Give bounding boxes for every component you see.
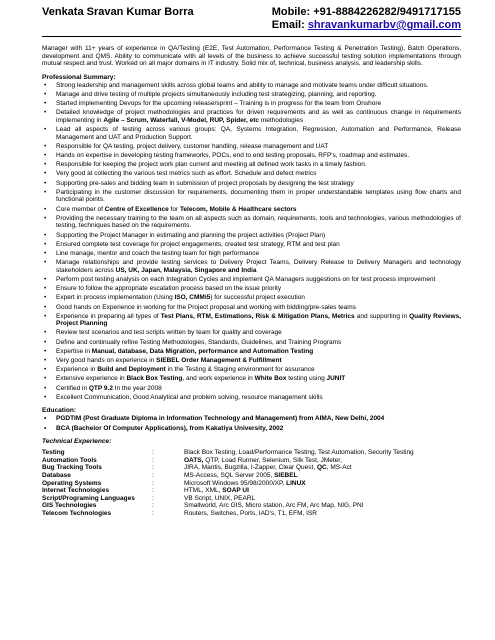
separator-colon: : <box>152 464 154 472</box>
bullet-icon: • <box>44 384 47 392</box>
summary-bullet-item <box>42 109 461 124</box>
bullet-icon: • <box>44 231 47 239</box>
summary-bullet-item <box>42 232 461 240</box>
text-run: Started implementing Devops for the upcoming release/sprint – Training is in progress for the team from Onshore <box>56 100 382 108</box>
separator-colon: : <box>152 509 154 517</box>
bullet-icon: • <box>44 240 47 248</box>
bold-text: LINUX <box>286 479 306 487</box>
bullet-icon: • <box>44 285 47 293</box>
text-run: Define and continually refine Testing Methodologies, Standards, Guidelines, and Training Programs <box>56 338 342 346</box>
bold-text: OATS, <box>184 456 206 464</box>
text-run: , MS-Act <box>326 464 352 472</box>
technical-category: Bug Tracking Tools <box>42 464 102 472</box>
technical-row <box>42 510 414 518</box>
technical-row <box>42 457 414 465</box>
summary-bullet-item <box>42 366 461 374</box>
text-run: In the year 2008 <box>112 384 162 392</box>
summary-bullet-item <box>42 304 461 312</box>
education-heading: Education: <box>42 407 77 415</box>
text-run: Detailed knowledge of project methodologies and practices for driven requirements and as well as continuous change in requirements implementing in <box>56 109 461 124</box>
bold-text: ISO, CMMi5 <box>174 294 211 302</box>
summary-bullet-item <box>42 161 461 169</box>
bullet-icon: • <box>44 357 47 365</box>
text-run: Extensive experience in <box>56 375 127 383</box>
text-run: Excellent Communication, Good Analytical and problem solving, resource management skills <box>56 393 323 401</box>
technical-experience-heading: Technical Experience: <box>42 438 112 446</box>
text-run: for <box>168 205 180 213</box>
text-run: Strong leadership and management skills across global teams and ability to manage and motivate teams under difficult situations. <box>56 81 429 89</box>
bullet-icon: • <box>44 100 47 108</box>
text-run: MS-Access, SQL Server 2005, <box>184 471 275 479</box>
summary-bullet-item <box>42 189 461 204</box>
summary-bullet-item <box>42 339 461 347</box>
bullet-icon: • <box>44 366 47 374</box>
summary-bullet-item <box>42 348 461 356</box>
bullet-icon: • <box>44 338 47 346</box>
text-run: Hands on expertise in developing testing frameworks, POCs, end to end testing proposals, RFP's, roadmap and estimates. <box>56 152 410 160</box>
text-run: Expertise in <box>56 347 92 355</box>
summary-bullet-item <box>42 100 461 108</box>
text-run: methodologies <box>259 116 304 124</box>
technical-value <box>184 495 414 503</box>
text-run: , and work experience in <box>182 375 255 383</box>
bullet-icon: • <box>44 90 47 98</box>
resume-header <box>42 0 461 34</box>
text-run: Good hands on Experience in working for the Project proposal and working with bidding/pre-sales teams <box>56 303 356 311</box>
technical-row <box>42 495 414 503</box>
text-run: Experience in preparing all types of <box>56 312 161 320</box>
text-run: Black Box Testing, Load/Performance Testing, Test Automation, Security Testing <box>184 449 414 457</box>
summary-bullet-item <box>42 276 461 284</box>
bullet-icon: • <box>44 81 47 89</box>
summary-bullet-item <box>42 259 461 274</box>
email-link[interactable]: shravankumarbv@gmail.com <box>307 19 461 31</box>
text-run: Very good hands on experience in <box>56 357 157 365</box>
text-run: Experience in <box>56 366 98 374</box>
summary-bullet-item <box>42 313 461 328</box>
technical-row <box>42 487 414 495</box>
text-run: JIRA, Mantis, Bugzilla, I-Zapper, Clear Quest, <box>184 464 317 472</box>
separator-colon: : <box>152 502 154 510</box>
technical-category: Operating Systems <box>42 479 102 487</box>
text-run: testing using <box>286 375 327 383</box>
bullet-icon: • <box>44 303 47 311</box>
bullet-icon: • <box>44 142 47 150</box>
text-run: and supporting in <box>354 312 410 320</box>
text-run: VB Script, UNIX, PEARL <box>184 494 256 502</box>
text-run: Supporting pre-sales and bidding team in submission of project proposals by designing the test strategy <box>56 179 354 187</box>
bullet-icon: • <box>44 424 47 432</box>
text-run: Expert in process implementation (Using <box>56 294 175 302</box>
technical-category: GIS Technologies <box>42 502 97 510</box>
education-text: BCA (Bachelor Of Computer Applications), from Kakatiya University, 2002 <box>56 424 284 432</box>
summary-bullet-item <box>42 206 461 214</box>
text-run: Smallworld, Arc GIS, Micro station, Arc FM, Arc Map, NIG, PNI <box>184 502 364 510</box>
summary-bullet-item <box>42 143 461 151</box>
text-run: ) for successful project execution <box>210 294 305 302</box>
technical-category: Internet Technologies <box>42 487 110 495</box>
technical-value <box>184 449 414 457</box>
summary-bullet-item <box>42 250 461 258</box>
bullet-icon: • <box>44 188 47 196</box>
bullet-icon: • <box>44 126 47 134</box>
text-run: Responsible for QA testing, project delivery, customer handling, release management and UAT <box>56 142 329 150</box>
bold-text: SIEBEL <box>274 471 298 479</box>
education-list <box>42 415 461 432</box>
summary-bullet-item <box>42 375 461 383</box>
bold-text: US, UK, Japan, Malaysia, Singapore and India <box>115 266 257 274</box>
technical-category: Script/Programing Languages <box>42 494 135 502</box>
technical-experience-table <box>42 449 414 517</box>
bullet-icon: • <box>44 109 47 117</box>
separator-colon: : <box>152 487 154 495</box>
text-run: QTP, Load Runner, Selenium, Silk Test, JMeter, <box>205 456 342 464</box>
text-run: Supporting the Project Manager in estimating and planning the project activities (Project Plan) <box>56 231 326 239</box>
bullet-icon: • <box>44 393 47 401</box>
text-run: Perform post testing analysis on each Integration Cycles and implement QA Managers suggestions on for test process improvement <box>56 275 436 283</box>
bullet-icon: • <box>44 259 47 267</box>
text-run: Very good at collecting the various test metrics such as effort. Schedule and defect metrics <box>56 170 317 178</box>
text-run: Lead all aspects of testing across various groups: QA, Systems Integration, Regression, Automation and Performance, Release Management and UAT and Production Support. <box>56 126 461 141</box>
bullet-icon: • <box>44 179 47 187</box>
bullet-icon: • <box>44 294 47 302</box>
bullet-icon: • <box>44 329 47 337</box>
email-label: Email: <box>271 19 308 31</box>
text-run: Certified in <box>56 384 89 392</box>
professional-summary-heading: Professional Summary: <box>42 73 116 81</box>
bullet-icon: • <box>44 347 47 355</box>
summary-bullet-item <box>42 285 461 293</box>
summary-bullet-item <box>42 152 461 160</box>
text-run: Review test scenarios and test scripts written by team for quality and coverage <box>56 329 282 337</box>
technical-row <box>42 480 414 488</box>
bold-text: JUNIT <box>326 375 346 383</box>
text-run: Line manage, mentor and coach the testing team for high performance <box>56 249 260 257</box>
technical-category: Database <box>42 471 71 479</box>
text-run: Responsible for keeping the project work plan current and meeting all defined work tasks in a timely fashion. <box>56 161 367 169</box>
bullet-icon: • <box>44 152 47 160</box>
bold-text: QC <box>316 464 327 472</box>
summary-bullet-item <box>42 241 461 249</box>
bold-text: QTP 9.2 <box>88 384 113 392</box>
technical-value <box>184 464 414 472</box>
summary-paragraph: Manager with 11+ years of experience in QA/Testing (E2E, Test Automation, Performance Testing & Penetration Testing), Batch Operations, development and QMS. Ability to communicate with all levels of the business to achieve successful testing solution implementations through mutual respect and trust. Worked on all major domains in IT industry. Solid mix of, technical, business analysis, and leadership skills. <box>42 45 461 68</box>
text-run: Participating in the customer discussion for requirements, documenting them in proper understandable templates using flow charts and functional points. <box>56 188 461 204</box>
text-run: Core member of <box>56 205 105 213</box>
summary-bullet-item <box>42 126 461 141</box>
bold-text: SIEBEL Order Management & Fulfillment <box>156 357 282 365</box>
education-item <box>42 425 461 433</box>
technical-value <box>184 472 414 480</box>
bullet-icon: • <box>44 161 47 169</box>
bullet-icon: • <box>44 205 47 213</box>
email-line <box>272 19 461 31</box>
bullet-icon: • <box>44 214 47 222</box>
technical-value <box>184 457 414 465</box>
technical-value <box>184 502 414 510</box>
text-run: Ensure to follow the appropriate escalation process based on the issue priority <box>56 285 282 293</box>
bold-text: Test Plans, RTM, Estimations, Risk & Mitigation Plans, Metrics <box>160 312 355 320</box>
text-run: Ensured complete test coverage for project engagements, created test strategy, RTM and test plan <box>56 240 340 248</box>
candidate-name: Venkata Sravan Kumar Borra <box>42 6 194 18</box>
technical-value <box>184 487 414 495</box>
bullet-icon: • <box>44 375 47 383</box>
bold-text: Black Box Testing <box>126 375 183 383</box>
bold-text: Manual, database, Data Migration, performance and Automation Testing <box>91 347 314 355</box>
text-run: Microsoft Windows 95/98/2000/XP, <box>184 479 287 487</box>
bullet-icon: • <box>44 312 47 320</box>
text-run: HTML, XML, <box>184 487 223 495</box>
header-divider <box>42 36 461 37</box>
bullet-icon: • <box>44 249 47 257</box>
bold-text: Build and Deployment <box>97 366 166 374</box>
bold-text: White Box <box>254 375 287 383</box>
summary-bullet-item <box>42 357 461 365</box>
professional-summary-list <box>42 82 461 402</box>
bold-text: Centre of Excellence <box>104 205 169 213</box>
summary-bullet-item <box>42 82 461 90</box>
bold-text: Telecom, Mobile & Healthcare sectors <box>179 205 297 213</box>
technical-row <box>42 449 414 457</box>
technical-value <box>184 510 414 518</box>
summary-bullet-item <box>42 294 461 302</box>
separator-colon: : <box>152 479 154 487</box>
bullet-icon: • <box>44 415 47 423</box>
summary-bullet-item <box>42 91 461 99</box>
text-run: Manage and drive testing of multiple projects simultaneously including test strategizing, planning, and reporting. <box>56 90 377 98</box>
technical-value <box>184 480 414 488</box>
technical-category: Testing <box>42 449 65 457</box>
summary-bullet-item <box>42 215 461 230</box>
technical-category: Telecom Technologies <box>42 509 112 517</box>
separator-colon: : <box>152 456 154 464</box>
separator-colon: : <box>152 494 154 502</box>
bold-text: Agile – Scrum, Waterfall, V-Model, RUP, Spider, etc <box>103 116 260 124</box>
bullet-icon: • <box>44 275 47 283</box>
text-run: Routers, Switches, Ports, IAD's, T1, EFM, ISR <box>184 509 317 517</box>
bold-text: SOAP UI <box>222 487 249 495</box>
technical-category: Automation Tools <box>42 456 97 464</box>
summary-bullet-item <box>42 329 461 337</box>
separator-colon: : <box>152 449 154 457</box>
summary-bullet-item <box>42 180 461 188</box>
mobile-number: Mobile: +91-8884226282/9491717155 <box>271 6 461 18</box>
summary-bullet-item <box>42 394 461 402</box>
text-run: Manage relationships and provide testing services to Delivery Project Teams, Delivery Release to Delivery Managers and technology stakeholders across <box>56 259 461 274</box>
summary-bullet-item <box>42 385 461 393</box>
bullet-icon: • <box>44 170 47 178</box>
education-item <box>42 415 461 423</box>
summary-bullet-item <box>42 170 461 178</box>
technical-row <box>42 502 414 510</box>
text-run: Providing the necessary training to the team on all aspects such as domain, requirements, tools and technologies, various methodologies of testing, techniques based on the requirements. <box>56 214 461 230</box>
technical-row <box>42 464 414 472</box>
separator-colon: : <box>152 471 154 479</box>
text-run: in the Testing & Staging environment for assurance <box>165 366 315 374</box>
bold-text: Quality Reviews, Project Planning <box>56 312 462 328</box>
technical-row <box>42 472 414 480</box>
education-text: PGDTIM (Post Graduate Diploma in Information Technology and Management) from AIMA, New Delhi, 2004 <box>56 415 385 423</box>
